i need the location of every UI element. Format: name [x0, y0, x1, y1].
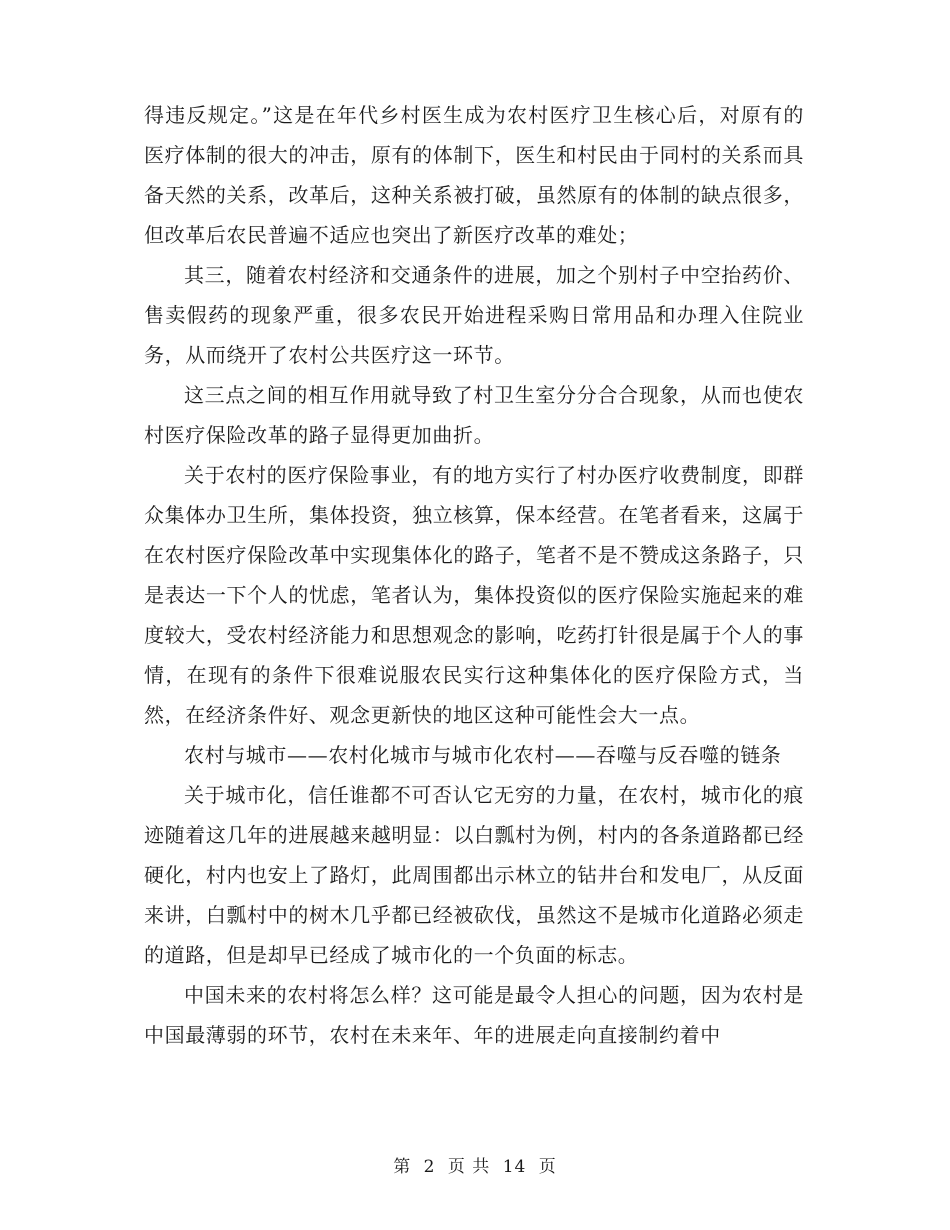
paragraph: 中国未来的农村将怎么样？这可能是最令人担心的问题，因为农村是中国最薄弱的环节，农村在未来年、年的进展走向直接制约着中 — [144, 983, 804, 1047]
page-footer — [0, 1152, 950, 1177]
footer-suffix: 页 — [538, 1157, 557, 1177]
footer-prefix: 第 — [393, 1157, 412, 1177]
paragraph: 其三，随着农村经济和交通条件的进展，加之个别村子中空抬药价、售卖假药的现象严重，很多农民开始进程采购日常用品和办理入住院业务，从而绕开了农村公共医疗这一环节。 — [144, 263, 804, 367]
paragraph: 得违反规定。”这是在年代乡村医生成为农村医疗卫生核心后，对原有的医疗体制的很大的冲击，原有的体制下，医生和村民由于同村的关系而具备天然的关系，改革后，这种关系被打破，虽然原有的体制的缺点很多，但改革后农民普遍不适应也突出了新医疗改革的难处； — [144, 103, 804, 247]
footer-middle: 页 共 — [447, 1157, 491, 1177]
current-page-number: 2 — [423, 1157, 436, 1177]
total-page-count: 14 — [502, 1157, 527, 1177]
paragraph: 关于农村的医疗保险事业，有的地方实行了村办医疗收费制度，即群众集体办卫生所，集体投资，独立核算，保本经营。在笔者看来，这属于在农村医疗保险改革中实现集体化的路子，笔者不是不赞成这条路子，只是表达一下个人的忧虑，笔者认为，集体投资似的医疗保险实施起来的难度较大，受农村经济能力和思想观念的影响，吃药打针很是属于个人的事情，在现有的条件下很难说服农民实行这种集体化的医疗保险方式，当然，在经济条件好、观念更新快的地区这种可能性会大一点。 — [144, 463, 804, 727]
section-heading: 农村与城市——农村化城市与城市化农村——吞噬与反吞噬的链条 — [184, 743, 782, 767]
document-body — [144, 95, 804, 1055]
paragraph: 关于城市化，信任谁都不可否认它无穷的力量，在农村，城市化的痕迹随着这几年的进展越来越明显：以白瓢村为例，村内的各条道路都已经硬化，村内也安上了路灯，此周围都出示林立的钻井台和发电厂，从反面来讲，白瓢村中的树木几乎都已经被砍伐，虽然这不是城市化道路必须走的道路，但是却早已经成了城市化的一个负面的标志。 — [144, 783, 804, 967]
paragraph: 这三点之间的相互作用就导致了村卫生室分分合合现象，从而也使农村医疗保险改革的路子显得更加曲折。 — [144, 383, 804, 447]
